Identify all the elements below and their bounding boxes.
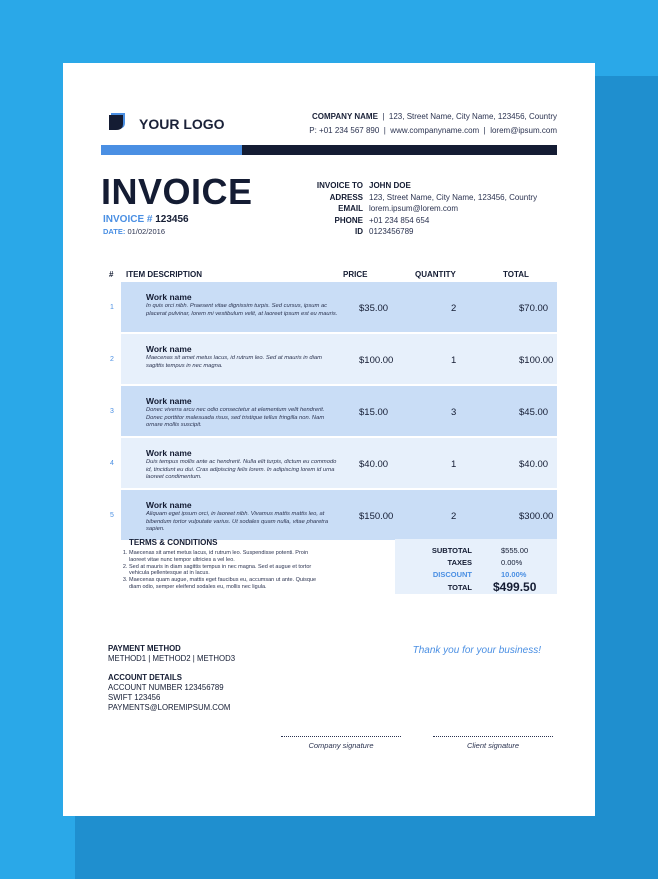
row-total: $40.00 — [519, 459, 549, 470]
row-total: $300.00 — [519, 511, 554, 522]
company-website: www.companyname.com — [390, 126, 480, 135]
row-total: $70.00 — [519, 303, 549, 314]
row-qty: 2 — [451, 511, 457, 522]
items-table — [101, 282, 557, 542]
bill-value: 0123456789 — [369, 227, 414, 236]
col-desc-header: ITEM DESCRIPTION — [126, 270, 203, 279]
row-price: $15.00 — [359, 407, 389, 418]
row-name: Work name — [146, 500, 192, 510]
account-details-heading: ACCOUNT DETAILS — [108, 673, 182, 682]
payment-method-heading: PAYMENT METHOD — [108, 644, 181, 653]
payments-email: PAYMENTS@LOREMIPSUM.COM — [108, 703, 231, 712]
taxes-label: TAXES — [447, 558, 472, 567]
col-total-header: TOTAL — [503, 270, 529, 279]
row-cell — [121, 490, 557, 540]
row-num: 1 — [110, 304, 114, 311]
row-qty: 1 — [451, 459, 457, 470]
bill-value: 123, Street Name, City Name, 123456, Country — [369, 192, 538, 202]
row-price: $150.00 — [359, 511, 394, 522]
row-price: $100.00 — [359, 355, 394, 366]
table-row — [101, 386, 557, 436]
row-qty: 3 — [451, 407, 457, 418]
company-email: lorem@ipsum.com — [490, 126, 557, 135]
summary-block — [395, 539, 557, 594]
row-desc: Maecenas sit amet metus lacus, id rutrum leo. Sed at mauris in diam sagittis tempus in nec magna. — [146, 355, 322, 369]
bill-key: PHONE — [334, 215, 363, 225]
bill-key: ID — [355, 227, 363, 236]
company-name: COMPANY NAME — [312, 112, 378, 121]
col-num-header: # — [109, 270, 114, 279]
account-number: ACCOUNT NUMBER 123456789 — [108, 683, 224, 692]
terms-list — [121, 550, 321, 590]
terms-item: 2. Sed at mauris in diam sagittis tempus in nec magna. Sed et augue et tortor vehicula pellentesque at in lacus. — [129, 564, 321, 577]
row-num: 3 — [110, 408, 114, 415]
bill-key: EMAIL — [338, 204, 363, 213]
row-cell — [121, 334, 557, 384]
row-desc: In quis orci nibh. Praesent vitae dignissim turpis. Sed cursus, ipsum ac placerat pulvinar, lorem mi vestibulum velit, at laoreet ipsum est eu mauris. — [146, 303, 338, 317]
col-price-header: PRICE — [343, 270, 368, 279]
bill-to-block — [303, 180, 537, 238]
row-name: Work name — [146, 344, 192, 354]
logo-text: YOUR LOGO — [139, 116, 225, 132]
client-signature-label: Client signature — [466, 741, 520, 750]
header-bar-accent — [101, 145, 242, 155]
total-value: $499.50 — [493, 580, 537, 594]
signature-line — [281, 736, 401, 737]
terms-heading: TERMS & CONDITIONS — [129, 538, 218, 547]
terms-block — [121, 538, 321, 591]
terms-item: 1. Maecenas sit amet metus lacus, id rutrum leo. Suspendisse potenti. Proin laoreet vitae nunc tempor ultricies a vel leo. — [129, 550, 321, 563]
client-signature — [433, 736, 553, 750]
invoice-date-value: 01/02/2016 — [127, 227, 165, 236]
invoice-paper — [63, 63, 595, 816]
logo-icon — [107, 111, 127, 131]
invoice-number-label: INVOICE # — [103, 214, 153, 225]
bill-value: lorem.ipsum@lorem.com — [369, 204, 459, 213]
col-qty-header: QUANTITY — [415, 270, 456, 279]
row-qty: 2 — [451, 303, 457, 314]
taxes-value: 0.00% — [501, 558, 523, 567]
thanks-message: Thank you for your business! — [412, 645, 541, 656]
invoice-date — [103, 227, 165, 236]
invoice-date-label: DATE: — [103, 227, 126, 236]
discount-value: 10.00% — [501, 570, 527, 579]
table-row — [101, 438, 557, 488]
row-desc: Duis tempus mollis ante ac hendrerit. Nulla elit turpis, dictum eu commodo id, tincidunt eu dui. Cras adipiscing felis lorem. In adipiscing lorem id urna laoreet condimentum. — [146, 459, 337, 480]
company-signature-label: Company signature — [308, 741, 374, 750]
row-total: $100.00 — [519, 355, 554, 366]
row-name: Work name — [146, 448, 192, 458]
row-name: Work name — [146, 292, 192, 302]
row-qty: 1 — [451, 355, 457, 366]
terms-item: 3. Maecenas quam augue, mattis eget faucibus eu, accumsan ut ante. Quisque diam odio, semper eleifend sodales eu, mollis nec ligula. — [129, 577, 321, 590]
payment-methods: METHOD1 | METHOD2 | METHOD3 — [108, 654, 236, 663]
bill-row — [303, 215, 537, 227]
table-row — [101, 334, 557, 384]
company-phone: P: +01 234 567 890 — [309, 126, 380, 135]
company-address: 123, Street Name, City Name, 123456, Country — [388, 112, 557, 121]
bill-row — [303, 192, 537, 204]
invoice-number — [103, 214, 189, 225]
bill-key: ADRESS — [329, 192, 363, 202]
discount-label: DISCOUNT — [432, 570, 472, 579]
row-name: Work name — [146, 396, 192, 406]
row-cell — [121, 438, 557, 488]
row-num: 4 — [110, 460, 114, 467]
subtotal-label: SUBTOTAL — [431, 546, 472, 555]
company-info: COMPANY NAME | 123, Street Name, City Name, 123456, Country P: +01 234 567 890 | www.companyname.com | lorem@ipsum.com — [309, 112, 557, 135]
bill-key: INVOICE TO — [316, 181, 363, 190]
table-header — [101, 268, 557, 282]
total-label: TOTAL — [447, 583, 472, 592]
row-desc: Aliquam eget ipsum orci, in laoreet nibh. Vivamus mattis mattis leo, at bibendum tortor vulputate varius. Ut sodales quam nulla, vitae pharetra sapien. — [146, 511, 329, 532]
row-desc: Donec viverra arcu nec odio consectetur at elementum velit hendrerit. Donec porttitor malesuada risus, sed tristique tellus fringilla non. Nam ornare mollis suscipit. — [146, 407, 325, 428]
row-num: 2 — [110, 356, 114, 363]
row-cell — [121, 386, 557, 436]
swift-code: SWIFT 123456 — [108, 693, 161, 702]
invoice-number-value: 123456 — [155, 214, 189, 225]
table-row — [101, 282, 557, 332]
bill-row — [303, 203, 537, 215]
subtotal-value: $555.00 — [501, 546, 529, 555]
bill-value: +01 234 854 654 — [369, 215, 430, 225]
bill-row — [303, 180, 537, 192]
invoice-title: INVOICE — [101, 171, 253, 212]
signature-line — [433, 736, 553, 737]
row-cell — [121, 282, 557, 332]
row-num: 5 — [110, 512, 114, 519]
bill-value: JOHN DOE — [369, 181, 411, 190]
payment-block — [108, 644, 235, 713]
bill-row — [303, 226, 537, 238]
row-total: $45.00 — [519, 407, 549, 418]
header-bar-dark — [242, 145, 557, 155]
header-bar — [101, 145, 557, 155]
row-price: $35.00 — [359, 303, 389, 314]
row-price: $40.00 — [359, 459, 389, 470]
company-signature — [281, 736, 401, 750]
table-row — [101, 490, 557, 540]
